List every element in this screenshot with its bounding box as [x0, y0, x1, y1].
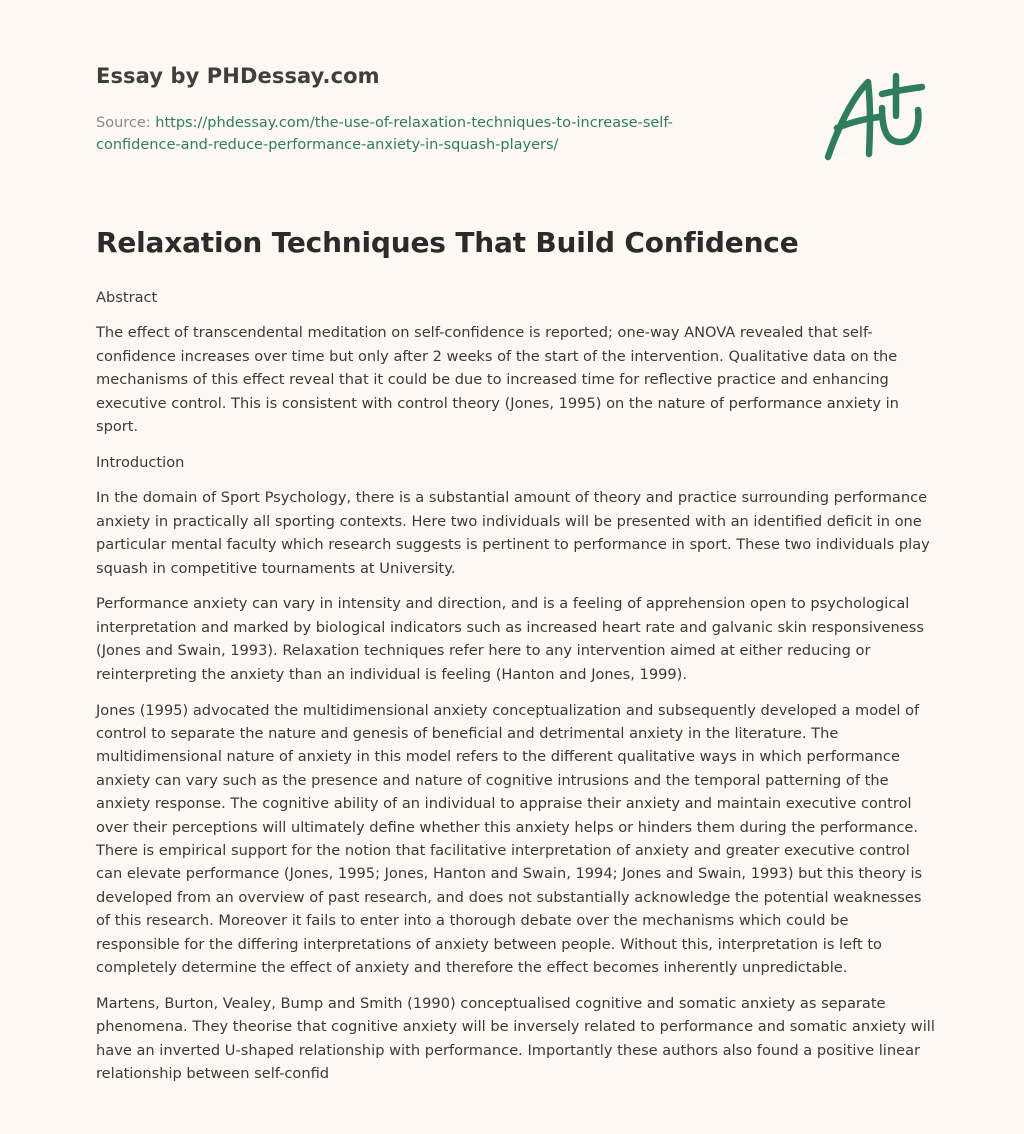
source-label: Source:	[96, 115, 156, 131]
body-paragraph: Jones (1995) advocated the multidimensional anxiety conceptualization and subsequently developed a model of control to separate the nature and genesis of beneficial and detrimental anxiety in the literature. The multidimensional nature of anxiety in this model refers to the different qualitative ways in which performance anxiety can vary such as the presence and nature of cognitive intrusions and the temporal patterning of the anxiety response. The cognitive ability of an individual to appraise their anxiety and maintain executive control over their perceptions will ultimately define whether this anxiety helps or hinders them during the performance. There is empirical support for the notion that facilitative interpretation of anxiety and greater executive control can elevate performance (Jones, 1995; Jones, Hanton and Swain, 1994; Jones and Swain, 1993) but this theory is developed from an overview of past research, and does not substantially acknowledge the potential weaknesses of this research. Moreover it fails to enter into a thorough debate over the mechanisms which could be responsible for the differing interpretations of anxiety between people. Without this, interpretation is left to completely determine the effect of anxiety and therefore the effect becomes inherently unpredictable.	[96, 701, 923, 977]
source-link[interactable]: https://phdessay.com/the-use-of-relaxation-techniques-to-increase-self-confidence-and-reduce-performance-anxiety-in-squash-players/	[96, 115, 673, 153]
essay-body	[96, 286, 936, 1098]
essay-title: Relaxation Techniques That Build Confidence	[96, 226, 799, 259]
introduction-heading: Introduction	[96, 453, 185, 471]
site-brand: Essay by PHDessay.com	[96, 64, 380, 88]
abstract-paragraph: The effect of transcendental meditation on self-confidence is reported; one-way ANOVA revealed that self-confidence increases over time but only after 2 weeks of the start of the intervention. Qualitative data on the mechanisms of this effect reveal that it could be due to increased time for reflective practice and enhancing executive control. This is consistent with control theory (Jones, 1995) on the nature of performance anxiety in sport.	[96, 324, 899, 436]
source-line	[96, 112, 736, 156]
body-paragraph: In the domain of Sport Psychology, there is a substantial amount of theory and practice surrounding performance anxiety in practically all sporting contexts. Here two individuals will be presented with an identified deficit in one particular mental faculty which research suggests is pertinent to performance in sport. These two individuals play squash in competitive tournaments at University.	[96, 489, 930, 577]
body-paragraph: Performance anxiety can vary in intensity and direction, and is a feeling of apprehension open to psychological interpretation and marked by biological indicators such as increased heart rate and galvanic skin responsiveness (Jones and Swain, 1993). Relaxation techniques refer here to any intervention aimed at either reducing or reinterpreting the anxiety than an individual is feeling (Hanton and Jones, 1999).	[96, 595, 924, 683]
a-plus-logo-icon	[822, 70, 926, 166]
abstract-heading: Abstract	[96, 289, 158, 306]
body-paragraph: Martens, Burton, Vealey, Bump and Smith (1990) conceptualised cognitive and somatic anxiety as separate phenomena. They theorise that cognitive anxiety will be inversely related to performance and somatic anxiety will have an inverted U-shaped relationship with performance. Importantly these authors also found a positive linear relationship between self-confid	[96, 994, 935, 1083]
